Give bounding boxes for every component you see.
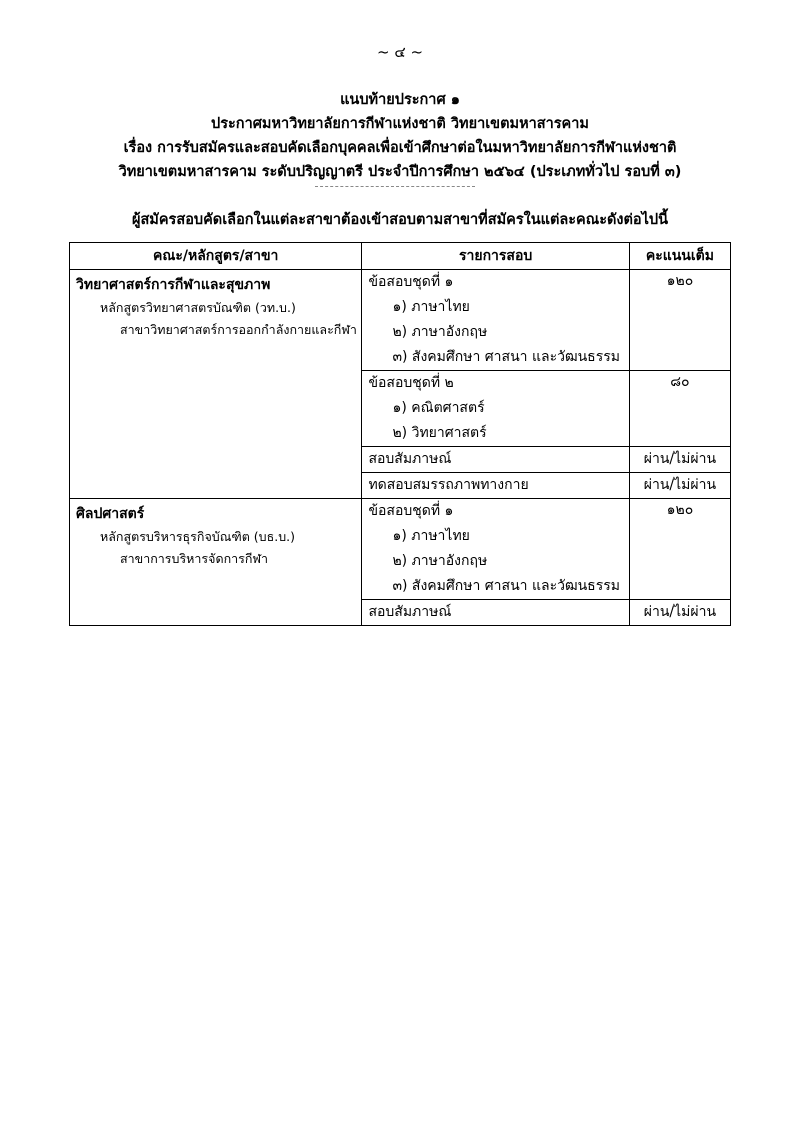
exam-cell (362, 270, 629, 371)
table-header-row (70, 243, 731, 270)
program-name: หลักสูตรวิทยาศาสตรบัณฑิต (วท.บ.) (100, 300, 296, 315)
exam-subject: ๒) วิทยาศาสตร์ (392, 425, 487, 441)
faculty-cell (70, 499, 362, 626)
exam-cell (362, 499, 629, 600)
exam-cell (362, 600, 629, 626)
exam-cell (362, 371, 629, 447)
exam-subject: ๑) ภาษาไทย (392, 528, 470, 544)
exam-title: ข้อสอบชุดที่ ๑ (368, 274, 454, 290)
score-cell: ๘๐ (629, 371, 730, 447)
exam-cell (362, 447, 629, 473)
exam-subject: ๒) ภาษาอังกฤษ (392, 553, 488, 569)
faculty-name: ศิลปศาสตร์ (76, 506, 145, 522)
header-full-score: คะแนนเต็ม (629, 243, 730, 270)
exam-title: ข้อสอบชุดที่ ๒ (368, 375, 454, 391)
header-exam-list: รายการสอบ (362, 243, 629, 270)
exam-subject: ๑) ภาษาไทย (392, 299, 470, 315)
major-name: สาขาการบริหารจัดการกีฬา (120, 551, 269, 566)
exam-subject: ๓) สังคมศึกษา ศาสนา และวัฒนธรรม (392, 578, 620, 594)
heading-line-2: ประกาศมหาวิทยาลัยการกีฬาแห่งชาติ วิทยาเขตมหาสารคาม (211, 116, 589, 132)
heading-line-4: วิทยาเขตมหาสารคาม ระดับปริญญาตรี ประจำปีการศึกษา ๒๕๖๔ (ประเภททั่วไป รอบที่ ๓) (118, 164, 682, 180)
faculty-name: วิทยาศาสตร์การกีฬาและสุขภาพ (76, 277, 271, 293)
document-heading (0, 88, 800, 184)
intro-text: ผู้สมัครสอบคัดเลือกในแต่ละสาขาต้องเข้าสอบตามสาขาที่สมัครในแต่ละคณะดังต่อไปนี้ (131, 212, 669, 228)
score-cell: ผ่าน/ไม่ผ่าน (629, 600, 730, 626)
exam-title: ทดสอบสมรรถภาพทางกาย (368, 477, 529, 493)
exam-subject: ๑) คณิตศาสตร์ (392, 400, 485, 416)
score-cell: ๑๒๐ (629, 270, 730, 371)
exam-cell (362, 473, 629, 499)
table-row (70, 270, 731, 371)
exam-title: ข้อสอบชุดที่ ๑ (368, 503, 454, 519)
faculty-cell (70, 270, 362, 499)
score-cell: ๑๒๐ (629, 499, 730, 600)
exam-table (69, 242, 731, 626)
exam-subject: ๒) ภาษาอังกฤษ (392, 324, 488, 340)
dashed-divider (315, 186, 475, 187)
exam-title: สอบสัมภาษณ์ (368, 451, 452, 467)
exam-subject: ๓) สังคมศึกษา ศาสนา และวัฒนธรรม (392, 349, 620, 365)
score-cell: ผ่าน/ไม่ผ่าน (629, 447, 730, 473)
score-cell: ผ่าน/ไม่ผ่าน (629, 473, 730, 499)
heading-line-1: แนบท้ายประกาศ ๑ (340, 92, 460, 108)
heading-line-3: เรื่อง การรับสมัครและสอบคัดเลือกบุคคลเพื่อเข้าศึกษาต่อในมหาวิทยาลัยการกีฬาแห่งชาติ (123, 140, 677, 156)
program-name: หลักสูตรบริหารธุรกิจบัณฑิต (บธ.บ.) (100, 529, 295, 544)
header-faculty: คณะ/หลักสูตร/สาขา (70, 243, 362, 270)
exam-title: สอบสัมภาษณ์ (368, 604, 452, 620)
major-name: สาขาวิทยาศาสตร์การออกกำลังกายและกีฬา (120, 322, 357, 337)
table-row (70, 499, 731, 600)
page-number: ~ ๔ ~ (376, 43, 424, 61)
